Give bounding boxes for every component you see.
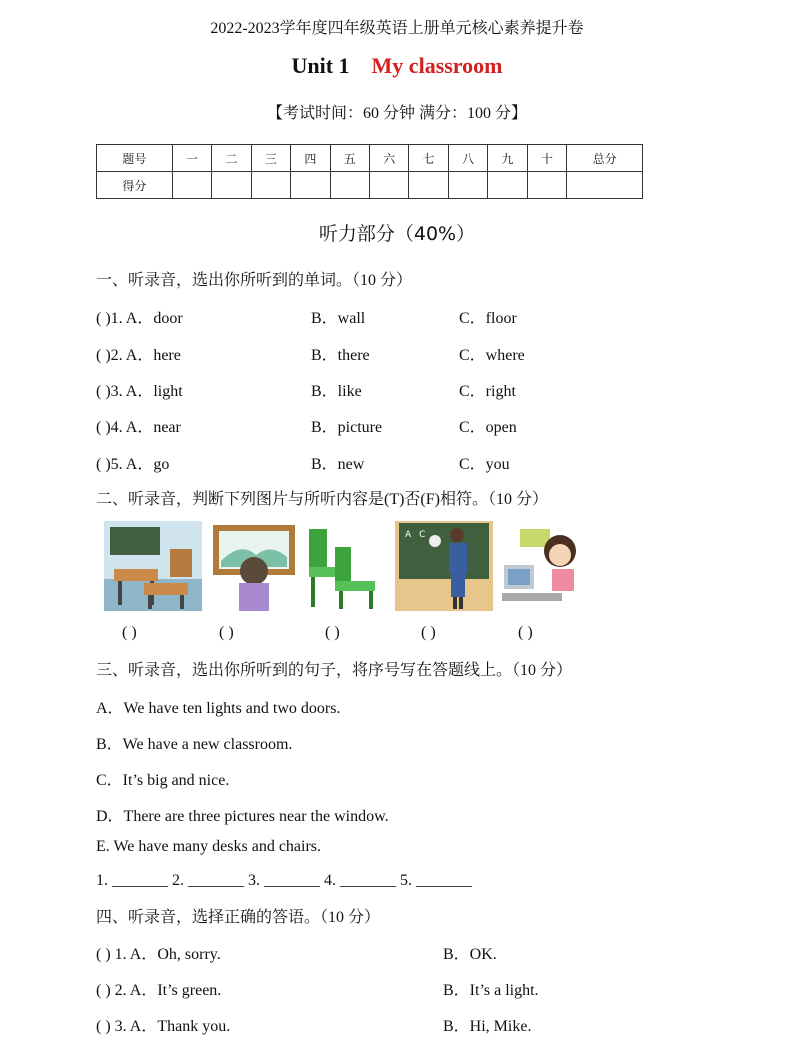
page-title: 2022-2023学年度四年级英语上册单元核心素养提升卷 [210,20,584,37]
answer-blank[interactable]: ( ) [421,624,436,641]
table-cell: 九 [488,145,527,172]
svg-text:C: C [419,530,426,540]
option-b: B．It’s a light. [443,982,539,999]
table-cell: 七 [409,145,448,172]
table-cell: 三 [251,145,290,172]
table-cell: 六 [369,145,408,172]
table-cell: 总分 [567,145,643,172]
table-cell: 十 [527,145,566,172]
table-cell: 题号 [97,145,173,172]
option-a: ( )1. A．door [96,310,183,327]
option-b: B．like [311,383,362,400]
section4-heading: 四、听录音，选择正确的答语。（10 分） [96,909,381,926]
table-cell: 二 [212,145,251,172]
score-cell[interactable] [567,172,643,199]
unit-name: My classroom [371,53,503,78]
table-cell: 四 [291,145,330,172]
table-cell: 得分 [97,172,173,199]
score-table-header-row [97,145,643,172]
score-table-score-row [97,172,643,199]
score-cell[interactable] [369,172,408,199]
score-cell[interactable] [251,172,290,199]
answer-blank[interactable]: ( ) [518,624,533,641]
score-cell[interactable] [409,172,448,199]
option-b: B．there [311,347,370,364]
listening-title: 听力部分（40%） [318,223,476,245]
option-a: ( ) 2. A．It’s green. [96,982,222,999]
unit-heading [0,53,794,79]
option-c: C．floor [459,310,517,327]
table-cell: 八 [448,145,487,172]
option-c: C．you [459,456,510,473]
table-cell: 一 [172,145,211,172]
option-c: C．right [459,383,516,400]
option-b: B．picture [311,419,383,436]
option-a: ( )4. A．near [96,419,181,436]
option-b: B．new [311,456,365,473]
girl-computer-image [500,521,590,611]
sentence-option: C．It’s big and nice. [96,772,230,789]
option-b: B．wall [311,310,366,327]
option-a: ( ) 1. A．Oh, sorry. [96,946,221,963]
score-cell[interactable] [448,172,487,199]
score-cell[interactable] [212,172,251,199]
section2-heading: 二、听录音，判断下列图片与所听内容是(T)否(F)相符。（10 分） [96,491,548,508]
sentence-option: B．We have a new classroom. [96,736,293,753]
sentence-option: E. We have many desks and chairs. [96,838,322,855]
score-cell[interactable] [291,172,330,199]
answer-blank[interactable]: ( ) [325,624,340,641]
section1-heading: 一、听录音，选出你所听到的单词。（10 分） [96,272,413,289]
option-a: ( )2. A．here [96,347,181,364]
option-b: B．Hi, Mike. [443,1018,532,1035]
table-cell: 五 [330,145,369,172]
score-cell[interactable] [330,172,369,199]
classroom-desks-image [104,521,202,611]
boy-picture-image [211,521,297,611]
unit-label: Unit 1 [291,53,350,78]
answer-blank[interactable]: ( ) [122,624,137,641]
exam-info: 【考试时间：60 分钟 满分：100 分】 [266,105,527,122]
score-cell[interactable] [172,172,211,199]
option-c: C．where [459,347,525,364]
option-a: ( ) 3. A．Thank you. [96,1018,231,1035]
score-table [96,144,643,199]
score-cell[interactable] [488,172,527,199]
option-b: B．OK. [443,946,497,963]
sentence-option: A．We have ten lights and two doors. [96,700,341,717]
score-cell[interactable] [527,172,566,199]
option-a: ( )5. A．go [96,456,170,473]
option-a: ( )3. A．light [96,383,183,400]
girl-cleaning-board-image [395,521,493,611]
option-c: C．open [459,419,517,436]
sentence-option: D．There are three pictures near the window. [96,808,389,825]
answer-lines[interactable]: 1. _______ 2. _______ 3. _______ 4. _______ 5. _______ [96,872,472,889]
section3-heading: 三、听录音，选出你所听到的句子，将序号写在答题线上。（10 分） [96,662,573,679]
green-chairs-image [305,521,381,611]
svg-text:A: A [405,530,412,540]
answer-blank[interactable]: ( ) [219,624,234,641]
